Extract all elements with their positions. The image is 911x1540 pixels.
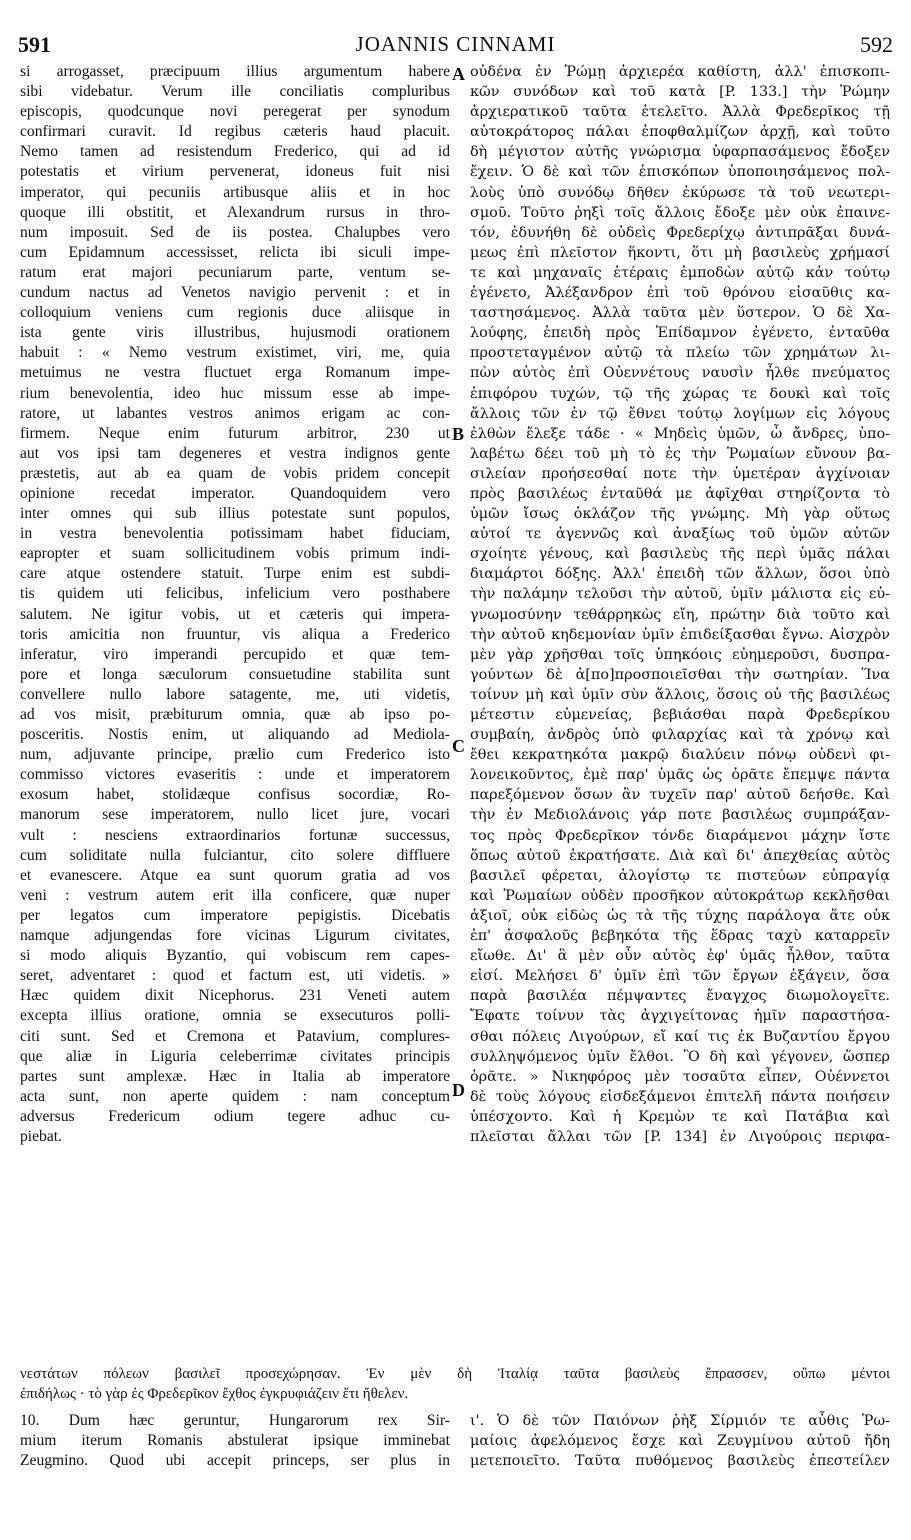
text-line: ἐγένετο, Ἀλέξανδρον ἐπὶ τοῦ θρόνου εἰσαῦθις κα-: [470, 285, 890, 302]
text-line: convellere nullo labore satagente, me, uti videtis,: [20, 685, 450, 703]
text-line: ἐπ' ἀσφαλοῦς βεβηκότα τῆς ἕδρας ταχὺ καταρρεῖν: [470, 928, 890, 945]
text-line: πὼν αὐτὸς ἐπὶ Οὐεννέτους ναυσὶν ἦλθε πνεύματος: [470, 365, 890, 382]
text-line: καὶ Ῥωμαίων οὐδὲν προσῆκον αὐτοκράτωρ κεκλῆσθαι: [470, 887, 890, 904]
text-line: πρὸς βασιλέως ἐνταῦθά με ἀφῖχθαι στηρίζοντα τὸ: [470, 485, 890, 502]
text-line: mium iterum Romanis abstulerat ipsique imminebat: [20, 1432, 450, 1450]
text-line: γούντων δὲ ἀ[πο]προσποιεῖσθαι τὴν σωτηρίαν. Ἵνα: [470, 666, 890, 683]
text-line: τε καὶ μηχαναῖς ἑτέραις ἐμποδὼν αὐτῷ κἀν τούτῳ: [470, 264, 890, 281]
text-line: metuimus ne vestra fluctuet erga Romanum impe-: [20, 364, 450, 382]
text-line: seret, adventaret : quod et factum est, uti videtis. »: [20, 967, 450, 985]
text-line: potestatis et virium pervenerat, idoneus fuit nisi: [20, 163, 450, 181]
text-line: confirmari curavit. Id regibus cæteris haud placuit.: [20, 123, 450, 141]
margin-letter-b: B: [452, 424, 465, 444]
text-line: tis quidem uti felicibus, infelicium vero posthabere: [20, 585, 450, 603]
text-line: namque adjungendas fore vicinas Ligurum civitates,: [20, 927, 450, 945]
text-line: rium benevolentia, ideo huc missum esse ab impe-: [20, 384, 450, 402]
text-line: ὑπέσχοντο. Καὶ ἡ Κρεμὼν τε καὶ Πατάβια καὶ: [470, 1108, 890, 1125]
text-line: ι'. Ὁ δὲ τῶν Παιόνων ῥὴξ Σίρμιόν τε αὖθις Ῥω-: [470, 1413, 890, 1429]
text-line: σθαι πόλεις Λιγούρων, εἴ καί τις ἐκ Βυζαντίου ἔργου: [470, 1028, 890, 1045]
text-line: εἴωθε. Δι' ἃ μὲν οὖν αὐτὸς ἐφ' ὑμᾶς ἦλθον, ταῦτα: [470, 948, 890, 965]
text-line: σχοίητε γένους, καὶ βασιλεὺς τῆς περὶ ὑμᾶς πάλαι: [470, 546, 890, 563]
page-header: [18, 32, 893, 58]
text-line: συλληψόμενος ὑμῖν ἔλθοι. Ὃ δὴ καὶ γέγονεν, ὥσπερ: [470, 1048, 890, 1065]
text-line: piebat.: [20, 1127, 62, 1145]
left-page-number: 591: [18, 32, 51, 57]
text-line: ὁρᾶτε. » Νικηφόρος μὲν τοσαῦτα εἶπεν, Οὐέννετοι: [470, 1068, 890, 1085]
text-line: ἐλθὼν ἔλεξε τάδε · « Μηδεὶς ὑμῶν, ὦ ἄνδρες, ὑπο-: [470, 425, 890, 442]
latin-column: [20, 62, 450, 1147]
bottom-greek-line: ἐπιδήλως · τὸ γὰρ ἐς Φρεδερῖκον ἔχθος ἐγκρυφιάζειν ἔτι ἤθελεν.: [20, 1386, 409, 1403]
text-line: inferatur, viro imperandi percupido et quæ tem-: [20, 645, 450, 663]
text-line: ὑμῶν ἴσως ὀκλάζον τῆς γνώμης. Μὴ γὰρ οὕτως: [470, 506, 890, 523]
text-line: quoque illi obstitit, et Alexandrum rursus in thro-: [20, 203, 450, 221]
text-line: Hæc quidem dixit Nicephorus. 231 Veneti autem: [20, 987, 450, 1005]
text-line: ἐπιφόρου τυχών, τῷ τῆς χώρας τε δουκὶ καὶ τοῖς: [470, 385, 890, 402]
text-line: salutem. Ne igitur vobis, ut et cæteris qui impera-: [20, 605, 450, 623]
text-line: ἀρχιερατικοῦ ταῦτα ἐτελεῖτο. Ἀλλὰ Φρεδερῖκος τῇ: [470, 104, 890, 121]
text-line: ταστησάμενος. Ἀλλὰ ταῦτα μὲν ὕστερον. Ὁ δὲ Χα-: [470, 305, 890, 322]
text-line: γνωμοσύνην τεθάρρηκὼς εἴη, πρώτην διὰ τοῦτο καὶ: [470, 606, 890, 623]
text-line: μαίοις ἀφελόμενος ἔσχε καὶ Ζευγμίνου αὐτοῦ ἤδη: [470, 1433, 890, 1450]
text-line: imperator, qui pecuniis artibusque aliis et in hoc: [20, 183, 450, 201]
text-line: σιλείαν προήσεσθαί ποτε τὴν ὑμετέραν ἀγχίνοιαν: [470, 465, 890, 482]
running-title: JOANNIS CINNAMI: [355, 32, 556, 56]
text-line: citi sunt. Sed et Cremona et Patavium, complures-: [20, 1027, 450, 1045]
text-line: Zeugmino. Quod ubi accepit princeps, ser plus in: [20, 1452, 450, 1470]
text-line: δὴ μέγιστον αὐτῆς γνώρισμα ὑφαρπασάμενος ἔδοξεν: [470, 144, 890, 161]
text-line: si arrogasset, præcipuum illius argumentum habere: [20, 63, 450, 80]
text-line: num, adjuvante principe, prælio cum Frederico isto: [20, 746, 450, 764]
text-line: præstetis, aut ab ea quam de vobis pridem concepit: [20, 464, 450, 482]
text-line: ἄλλοις τῶν ἐν τῷ ἔθνει τούτῳ λογίμων εἰς λόγους: [470, 405, 890, 422]
text-line: μὲν γὰρ χρῆσθαι τοῖς ὑπηκόοις εὐημεροῦσι, δυσπρα-: [470, 646, 890, 663]
text-line: et evanescere. Atque ea sunt quorum gratia ad vos: [20, 866, 450, 884]
text-line: τόν, ἐδυνήθη δὲ οὐδεὶς Φρεδερίχῳ ἀντιπρᾶξαι δυνά-: [470, 224, 890, 241]
text-line: adversus Fredericum odium tegere adhuc cu-: [20, 1107, 450, 1125]
text-line: τὴν παλάμην τελοῦσι τὴν αὐτοῦ, ὑμῖν μάλιστα εἰς εὐ-: [470, 586, 890, 603]
text-line: pore et longa sæculorum consuetudine stabilita sunt: [20, 665, 450, 683]
text-line: τοίνυν μὴ καὶ ὑμῖν σὺν ἄλλοις, ὅσοις οὐ τῆς βασιλέως: [470, 686, 890, 703]
text-line: cum Epidamnum accessisset, relicta ibi siculi impe-: [20, 243, 450, 261]
text-line: colloquium veniens cum regionis duce aliisque in: [20, 304, 450, 322]
text-line: οὐδένα ἐν Ῥώμῃ ἀρχιερέα καθίστη, ἀλλ' ἐπισκοπι-: [470, 64, 890, 80]
text-line: ratore, ut labantes vestros animos erigam ac con-: [20, 404, 450, 422]
text-line: εἰσί. Μελήσει δ' ὑμῖν ἐπὶ τῶν ἔργων ἐξάγειν, ὅσα: [470, 968, 890, 985]
text-line: κῶν συνόδων καὶ τοῦ κατὰ [P. 133.] τὴν Ῥώμην: [470, 84, 890, 101]
text-line: ἔθει κεκρατηκότα μακρῷ διαλύειν πόνῳ οὐδενὶ φι-: [470, 747, 890, 764]
text-line: 10. Dum hæc geruntur, Hungarorum rex Sir-: [20, 1412, 450, 1429]
text-line: que aliæ in Liguria celeberrimæ civitates principis: [20, 1047, 450, 1065]
text-line: inter omnes qui sub illius potestate sunt populos,: [20, 505, 450, 523]
text-line: toris amicitia non fruuntur, vis aliqua a Frederico: [20, 625, 450, 643]
greek-column: [470, 62, 890, 1147]
text-line: acta sunt, non aperte quidem : nam conceptum: [20, 1087, 450, 1105]
text-line: firmem. Neque enim futurum arbitror, 230 ut: [20, 424, 450, 442]
text-line: ὅπως αὐτοῦ ἐκρατήσατε. Διὰ καὶ δι' ἀπεχθείας αὐτὸς: [470, 847, 890, 864]
text-line: παρεξόμενον ὅσων ἂν τυχεῖν παρ' αὐτοῦ δεήσθε. Καὶ: [470, 787, 890, 804]
text-line: λούφης, ἐπειδὴ πρὸς Ἐπίδαμνον ἐγένετο, ἐνταῦθα: [470, 325, 890, 342]
text-line: λοὺς ὑπὸ συνόδῳ δῆθεν ἐκύρωσε τὰ τοῦ νεωτερι-: [470, 184, 890, 201]
text-line: δὲ τοὺς λόγους εἰσδεξάμενοι ἐπιτελῆ πάντα ποιήσειν: [470, 1088, 890, 1105]
text-line: Ἔφατε τοίνυν τὰς ἀγχιγείτονας ἡμῖν παραστήσα-: [470, 1008, 890, 1025]
text-line: excepta illius oratione, omnia se exsecuturos polli-: [20, 1007, 450, 1025]
text-line: eapropter et suam sollicitudinem vobis primum indi-: [20, 545, 450, 563]
text-line: μέτεστιν εὐμενείας, βεβιάσθαι παρὰ Φρεδερίκου: [470, 707, 890, 723]
text-line: λονεικοῦντος, ἐμὲ παρ' ὑμᾶς ὡς ὁρᾶτε ἔπεμψε πάντα: [470, 767, 890, 784]
text-line: aut vos ipsi tam degeneres et vestra indignos gente: [20, 444, 450, 462]
text-line: Nemo tamen ad resistendum Frederico, qui ad id: [20, 143, 450, 161]
text-line: ἔχειν. Ὁ δὲ καὶ τῶν ἐπισκόπων ὑποποιησάμενος πολ-: [470, 164, 890, 181]
text-line: exosum habet, stolidæque confisus socordiæ, Ro-: [20, 786, 450, 804]
text-line: βασιλεῖ φέρεται, ἀλογίστῳ τε πιστεύων εὐπραγίᾳ: [470, 867, 890, 884]
text-line: αὐτοκράτορος πάλαι ἐποφθαλμίζων ἀρχῇ, καὶ τοῦτο: [470, 124, 890, 141]
text-line: αὐτοί τε ἀγεννῶς καὶ ἀναξίως τοῦ ὑμῶν αὐτῶν: [470, 526, 890, 543]
text-line: opinione recedat imperator. Quandoquidem vero: [20, 484, 450, 502]
text-line: μεως ἐπὶ πλεῖστον ἥκοντι, ὅτι μὴ βασιλεὺς χρήμασί: [470, 244, 890, 261]
text-line: προστεταγμένον αὐτῷ τὰ πλείω τῶν χρημάτων λι-: [470, 345, 890, 362]
text-line: πλεῖσται ἄλλαι τῶν [P. 134] ἐν Λιγούροις περιφα-: [470, 1128, 890, 1145]
margin-letter-c: C: [452, 736, 465, 756]
text-line: σμοῦ. Τοῦτο ῥηξὶ τοῖς ἄλλοις ἔδοξε μὲν οὐκ ἐπαινε-: [470, 204, 890, 221]
text-line: cum soliditate nulla fulciantur, cito solere diffluere: [20, 846, 450, 864]
text-line: παρὰ βασιλέα πέμψαντες ἔναγχος διωμολογεῖτε.: [470, 988, 890, 1005]
bottom-greek-continuation: [20, 1364, 890, 1404]
text-line: posceritis. Nostis enim, ut aliquando ad Mediola-: [20, 726, 450, 744]
bottom-greek-line: νεστάτων πόλεων βασιλεῖ προσεχώρησαν. Ἐν μὲν δὴ Ἰταλίᾳ ταῦτα βασιλεὺς ἔπρασσεν, οὔπω μέντοι: [20, 1366, 890, 1382]
text-line: sibi videbatur. Verum ille conciliatis compluribus: [20, 83, 450, 101]
text-line: habuit : « Nemo vestrum existimet, viri, me, quia: [20, 344, 450, 362]
text-line: veni : vestrum autem erit illa conficere, quæ nuper: [20, 886, 450, 904]
right-page-number: 592: [860, 32, 893, 57]
margin-letter-a: A: [452, 64, 465, 84]
text-line: συμβαίη, ἀνδρὸς ὑπὸ φιλαρχίας καὶ τὰ χρόνῳ καὶ: [470, 727, 890, 744]
text-line: per legatos cum imperatore pepigistis. Dicebatis: [20, 906, 450, 924]
text-line: ad vos misit, præbiturum omnia, quæ ab ipso po-: [20, 706, 450, 723]
text-line: λαβέτω δέει τοῦ μὴ τὸ ἐς τὴν Ῥωμαίων εὔνουν βα-: [470, 445, 890, 462]
text-line: ista gente viris illustribus, hujusmodi orationem: [20, 324, 450, 342]
text-line: episcopis, quodcunque novi peregerat per synodum: [20, 103, 450, 121]
text-line: manorum sese imperatorem, nullo licet jure, vocari: [20, 806, 450, 824]
text-line: ἀξιοῖ, οὐκ εἰδὼς ὡς τὰ τῆς τύχης παράλογα ἅτε οὐκ: [470, 907, 890, 924]
bottom-greek-section: [470, 1410, 890, 1470]
text-line: commisso victores evaseritis : unde et imperatorem: [20, 766, 450, 784]
text-line: τὴν ἐν Μεδιολάνοις γάρ ποτε βασιλέως συμπράξαν-: [470, 807, 890, 824]
text-line: num imposuit. Sed de iis postea. Chalupbes vero: [20, 223, 450, 241]
text-line: care atque ostendere statuit. Turpe enim est subdi-: [20, 565, 450, 583]
text-line: vult : nesciens extraordinarios fortunæ successus,: [20, 826, 450, 844]
text-line: si modo aliquis Byzantio, qui vobiscum rem capes-: [20, 947, 450, 965]
text-line: ratum erat majori pecuniarum parte, ventum se-: [20, 263, 450, 281]
bottom-latin-section: [20, 1410, 450, 1470]
text-line: διαμάρτοι δόξης. Ἀλλ' ἐπειδὴ τῶν ἄλλων, ὅσοι ὑπὸ: [470, 566, 890, 583]
text-line: τὴν αὐτοῦ κηδεμονίαν ὑμῖν ἐπιδείξασθαι ἔγνω. Αἰσχρὸν: [470, 626, 890, 643]
text-line: τος πρὸς Φρεδερῖκον τόνδε διαράμενοι μάχην ἴστε: [470, 827, 890, 844]
text-line: partes sunt amplexæ. Hæc in Italia ab imperatore: [20, 1067, 450, 1085]
text-line: in vestra benevolentia potissimam habet fiduciam,: [20, 525, 450, 543]
text-line: μετεποιεῖτο. Ταῦτα πυθόμενος βασιλεὺς ἐπεστείλεν: [470, 1453, 890, 1470]
margin-letter-d: D: [452, 1080, 465, 1100]
text-line: cundum nactus ad Venetos navigio pervenit : et in: [20, 284, 450, 302]
